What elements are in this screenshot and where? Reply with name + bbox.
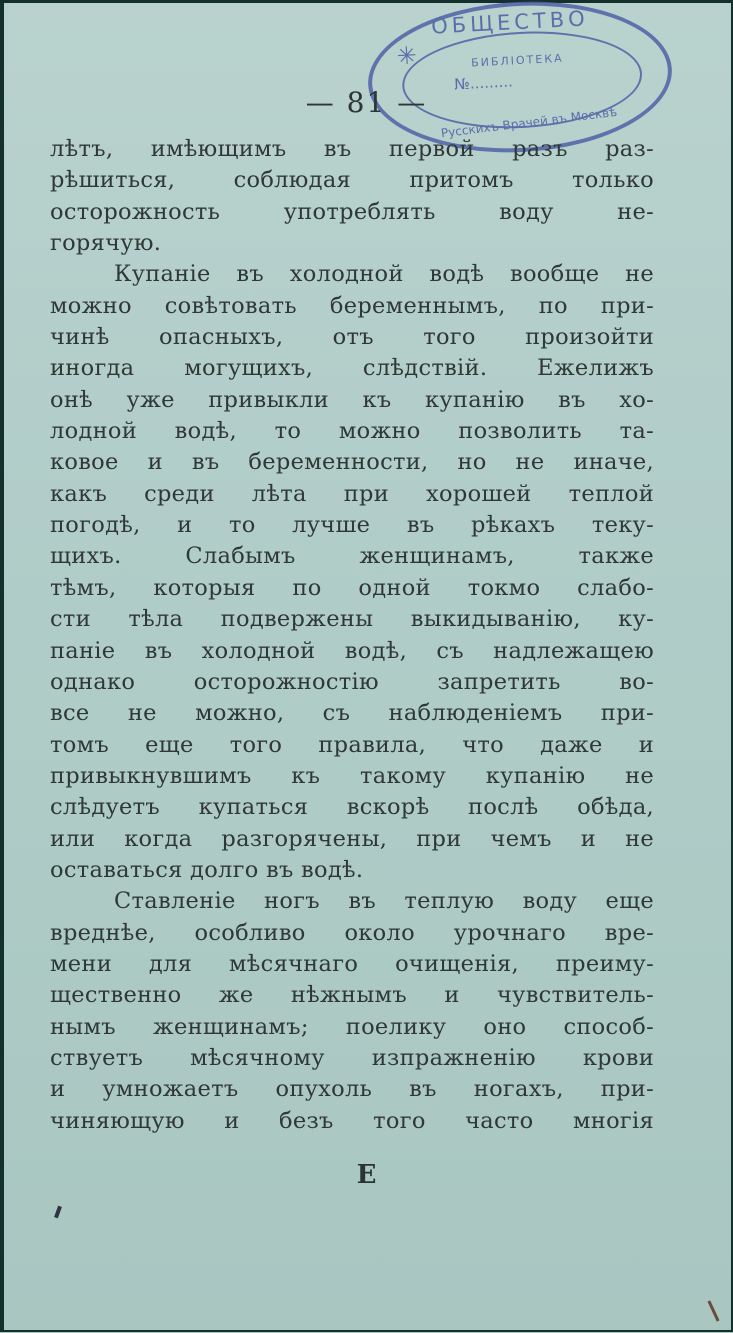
- stamp-top-text: ОБЩЕСТВО: [430, 6, 590, 39]
- text-line: щественно же нѣжнымъ и чувствитель-: [50, 982, 654, 1009]
- text-line: сти тѣла подвержены выкидыванiю, ку-: [50, 606, 654, 633]
- text-line: можно совѣтовать беременнымъ, по при-: [50, 292, 654, 319]
- text-line: или когда разгорячены, при чемъ и не: [50, 825, 654, 852]
- text-line: лѣтъ, имѣющимъ въ первой разъ раз-: [50, 136, 654, 162]
- text-line: Ставленiе ногъ въ теплую воду еще: [114, 888, 654, 915]
- text-line: мени для мѣсячнаго очищенiя, преиму-: [50, 950, 654, 977]
- text-line: лодной водѣ, то можно позволить та-: [50, 418, 654, 445]
- text-line: слѣдуетъ купаться вскорѣ послѣ обѣда,: [50, 794, 654, 821]
- text-line: чинѣ опасныхъ, отъ того произойти: [50, 324, 654, 351]
- text-line: осторожность употреблять воду не-: [50, 198, 654, 225]
- text-line: однако осторожностiю запретить во-: [50, 668, 654, 695]
- page-number: — 81 —: [305, 86, 428, 119]
- text-line: чиняющую и безъ того часто многiя: [50, 1107, 654, 1134]
- signature-mark: E: [356, 1160, 377, 1190]
- text-line: привыкнувшимъ къ такому купанiю не: [50, 762, 654, 789]
- text-line: томъ еще того правила, что даже и: [50, 731, 654, 758]
- text-line: какъ среди лѣта при хорошей теплой: [50, 480, 654, 507]
- text-line: горячую.: [50, 230, 162, 257]
- text-line: онѣ уже привыкли къ купанiю въ хо-: [50, 386, 654, 413]
- text-line: нымъ женщинамъ; поелику оно способ-: [50, 1013, 654, 1040]
- text-line: ковое и въ беременности, но не иначе,: [50, 449, 654, 476]
- stamp-library-text: БИБЛIОТЕКА: [470, 51, 564, 70]
- stamp-star-icon: ✳: [396, 41, 418, 71]
- text-line: ствуетъ мѣсячному изпражненiю крови: [50, 1044, 654, 1071]
- text-line: панiе въ холодной водѣ, съ надлежащею: [50, 637, 654, 664]
- text-line: оставаться долго въ водѣ.: [50, 856, 364, 883]
- text-line: иногда могущихъ, слѣдствiй. Ежелижъ: [50, 355, 654, 382]
- body-text: [50, 134, 654, 1137]
- text-line: погодѣ, и то лучше въ рѣкахъ теку-: [50, 512, 654, 539]
- text-line: Купанiе въ холодной водѣ вообще не: [114, 261, 654, 288]
- text-line: тѣмъ, которыя по одной токмо слабо-: [50, 574, 654, 601]
- text-line: щихъ. Слабымъ женщинамъ, также: [50, 543, 654, 570]
- stamp-bottom-text: Русскихъ Врачей въ Москвѣ: [440, 104, 618, 141]
- text-line: вреднѣе, особливо около урочнаго вре-: [50, 919, 654, 946]
- text-line: и умножаетъ опухоль въ ногахъ, при-: [50, 1076, 654, 1103]
- stamp-number-text: №.........: [453, 72, 514, 94]
- text-line: рѣшиться, соблюдая притомъ только: [50, 167, 654, 194]
- text-line: все не можно, съ наблюденiемъ при-: [50, 700, 654, 727]
